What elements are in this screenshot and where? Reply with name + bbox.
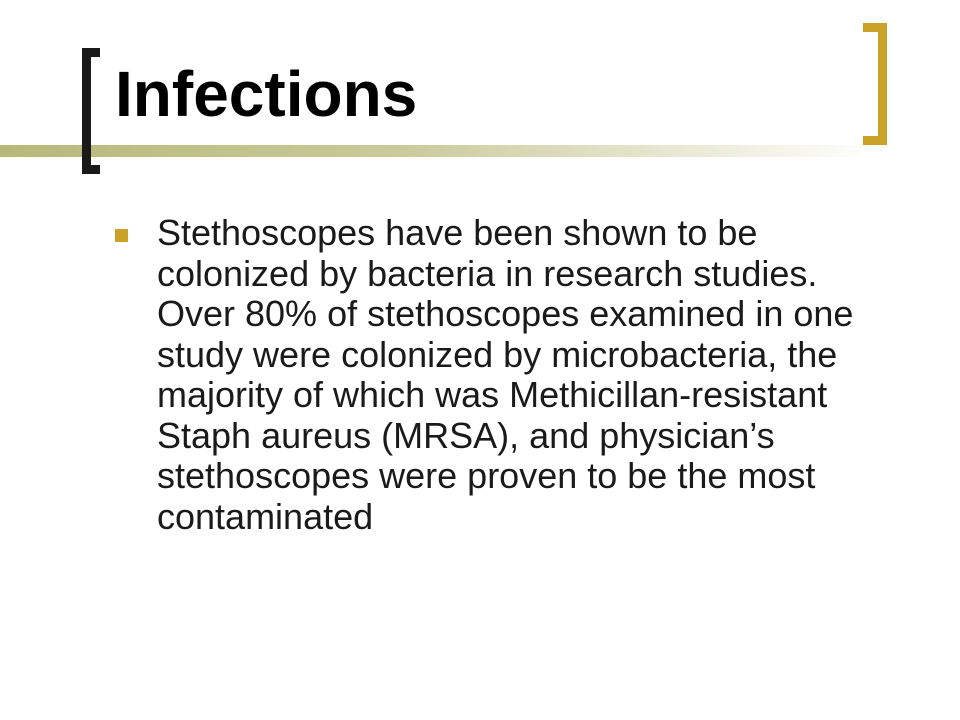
- right-bracket-decoration: [863, 23, 887, 145]
- slide-title: Infections: [115, 62, 423, 126]
- bullet-list: [115, 213, 905, 537]
- bullet-item: [115, 213, 905, 537]
- left-bracket-decoration: [82, 48, 100, 174]
- bullet-text: Stethoscopes have been shown to be colonized by bacteria in research studies. Over 80% of stethoscopes examined in one study were colonized by microbacteria, the majority of which was Methicillan-resistant Staph aureus (MRSA), and physician’s stethoscopes were proven to be the most contaminated: [157, 212, 854, 537]
- title-underline: [0, 145, 875, 157]
- square-bullet-icon: [115, 229, 128, 242]
